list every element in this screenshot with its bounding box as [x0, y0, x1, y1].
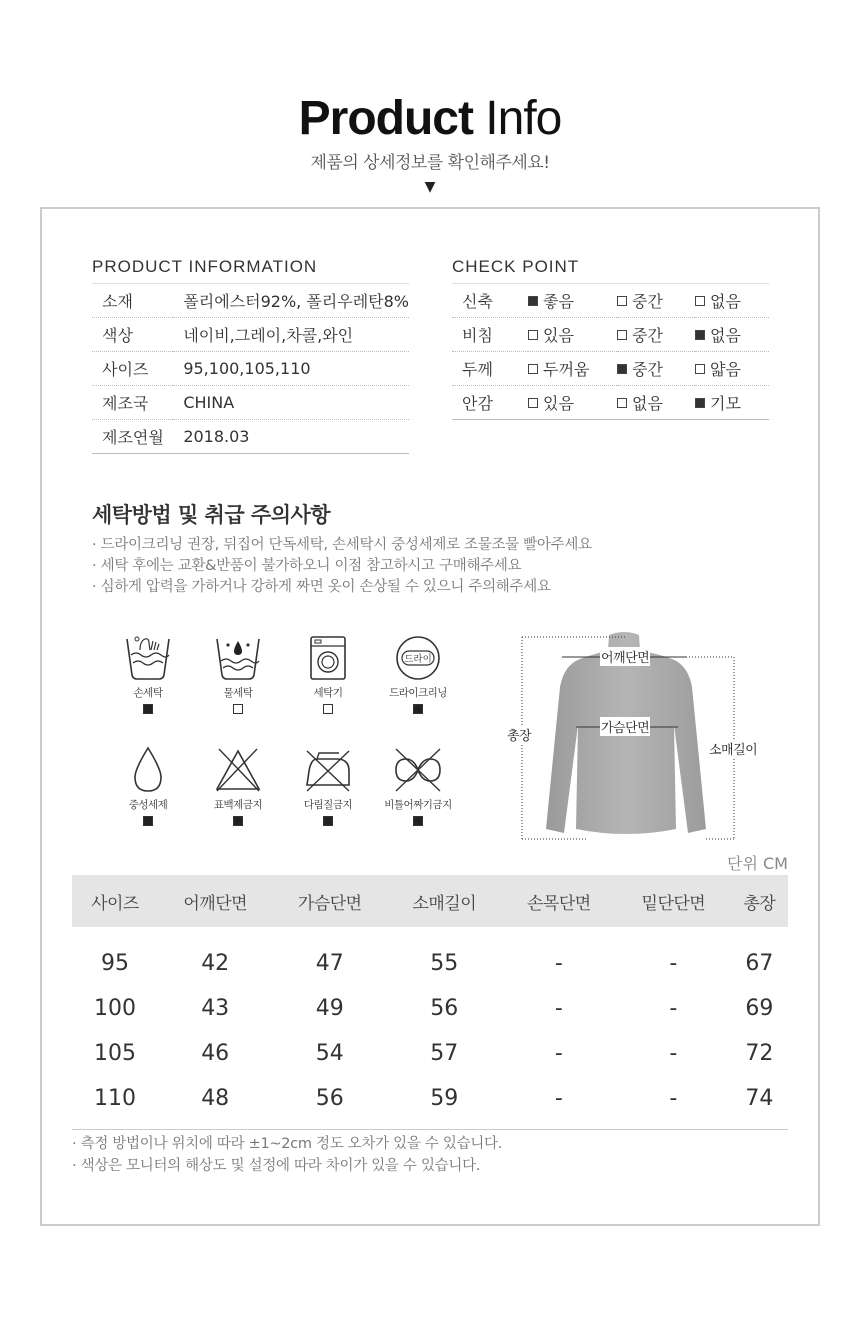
- table-cell: 49: [315, 996, 344, 1021]
- table-row: [72, 927, 788, 986]
- check-label: 안감: [452, 386, 528, 420]
- info-label: 소재: [92, 284, 173, 318]
- product-info-table: [92, 283, 409, 454]
- table-cell: 56: [272, 1076, 387, 1129]
- check-option: [617, 352, 695, 386]
- column-header: 어깨단면: [158, 875, 273, 927]
- table-cell: -: [502, 1076, 617, 1129]
- table-row: [452, 318, 769, 352]
- column-header: 총장: [731, 875, 788, 927]
- care-item-neutral-detergent: [103, 745, 193, 826]
- unchecked-box-icon: [617, 398, 627, 408]
- info-value: 2018.03: [173, 420, 409, 454]
- title-light: Info: [472, 92, 562, 145]
- measurement-diagram: [506, 629, 796, 849]
- icon-label: 비틀어짜기금지: [384, 799, 452, 811]
- table-cell: 72: [745, 1041, 774, 1066]
- table-row: [452, 284, 769, 318]
- icon-label: 다림질금지: [303, 799, 353, 811]
- option-label: 없음: [632, 394, 663, 413]
- checked-box-icon: [695, 330, 705, 340]
- check-option: [528, 352, 617, 386]
- table-cell: 48: [158, 1076, 273, 1129]
- care-item-dry-clean: [373, 633, 463, 714]
- check-option: [528, 318, 617, 352]
- dry-badge-text: 드라이: [404, 654, 432, 665]
- no-iron-icon: [303, 745, 353, 795]
- table-cell: 57: [430, 1041, 459, 1066]
- table-cell: 69: [745, 996, 774, 1021]
- table-cell: -: [669, 951, 678, 976]
- care-note: · 드라이크리닝 권장, 뒤집어 단독세탁, 손세탁시 중성세제로 조물조물 빨아주세요: [92, 537, 592, 553]
- table-cell: 43: [201, 996, 230, 1021]
- info-label: 제조국: [92, 386, 173, 420]
- option-label: 있음: [543, 394, 574, 413]
- option-label: 없음: [710, 292, 741, 311]
- info-panel: [40, 207, 820, 1226]
- option-label: 좋음: [543, 292, 574, 311]
- table-cell: 74: [731, 1076, 788, 1129]
- care-item-washing-machine: [283, 633, 373, 714]
- footer-notes: [72, 1133, 502, 1177]
- icon-label: 물세탁: [223, 687, 253, 699]
- check-mark: [413, 704, 423, 714]
- check-mark: [143, 704, 153, 714]
- table-cell: 55: [430, 951, 459, 976]
- water-wash-icon: [213, 633, 263, 683]
- table-row: [92, 420, 409, 454]
- table-row: [72, 1031, 788, 1076]
- table-cell: 110: [72, 1076, 158, 1129]
- care-note: · 세탁 후에는 교환&반품이 불가하오니 이점 참고하시고 구매해주세요: [92, 558, 522, 574]
- table-cell: -: [554, 996, 563, 1021]
- option-label: 중간: [632, 292, 663, 311]
- shoulder-label: 어깨단면: [600, 647, 650, 666]
- column-header: 소매길이: [387, 875, 502, 927]
- column-header: 사이즈: [72, 875, 158, 927]
- check-option: [617, 386, 695, 420]
- column-header: 밑단단면: [616, 875, 731, 927]
- table-row: [452, 386, 769, 420]
- chest-label: 가슴단면: [600, 717, 650, 736]
- check-option: [528, 284, 617, 318]
- icon-label: 중성세제: [128, 799, 168, 811]
- no-bleach-icon: [213, 745, 263, 795]
- table-cell: -: [554, 1041, 563, 1066]
- checked-box-icon: [695, 398, 705, 408]
- unchecked-box-icon: [617, 296, 627, 306]
- check-label: 신축: [452, 284, 528, 318]
- neutral-detergent-icon: [123, 745, 173, 795]
- info-value: 폴리에스터92%, 폴리우레탄8%: [173, 284, 409, 318]
- check-option: [695, 386, 769, 420]
- table-cell: 67: [745, 951, 774, 976]
- page-subtitle: 제품의 상세정보를 확인해주세요!: [310, 153, 550, 173]
- unchecked-box-icon: [695, 296, 705, 306]
- table-row: [92, 284, 409, 318]
- table-cell: 42: [201, 951, 230, 976]
- product-info-title: PRODUCT INFORMATION: [92, 257, 318, 276]
- care-item-hand-wash: [103, 633, 193, 714]
- table-cell: 54: [315, 1041, 344, 1066]
- info-label: 사이즈: [92, 352, 173, 386]
- option-label: 중간: [632, 326, 663, 345]
- table-cell: 100: [93, 996, 136, 1021]
- check-point-table: [452, 283, 769, 420]
- info-value: CHINA: [173, 386, 409, 420]
- table-cell: -: [669, 996, 678, 1021]
- table-row: [72, 986, 788, 1031]
- title-bold: Product: [298, 92, 473, 145]
- care-notes: [92, 535, 592, 598]
- table-row: [92, 318, 409, 352]
- checked-box-icon: [617, 364, 627, 374]
- unchecked-box-icon: [528, 398, 538, 408]
- check-option: [695, 284, 769, 318]
- option-label: 얇음: [710, 360, 741, 379]
- info-value: 네이비,그레이,차콜,와인: [173, 318, 409, 352]
- table-cell: 56: [430, 996, 459, 1021]
- checked-box-icon: [528, 296, 538, 306]
- care-item-no-wring: [373, 745, 463, 826]
- hand-wash-icon: [123, 633, 173, 683]
- washing-machine-icon: [303, 633, 353, 683]
- table-cell: -: [669, 1041, 678, 1066]
- no-wring-icon: [390, 745, 446, 795]
- table-row: [72, 1076, 788, 1129]
- care-title: 세탁방법 및 취급 주의사항: [92, 503, 331, 527]
- check-option: [617, 318, 695, 352]
- table-cell: 95: [100, 951, 129, 976]
- page-header: [0, 92, 860, 195]
- down-arrow-icon: ▼: [424, 179, 436, 195]
- page-title: [0, 92, 860, 146]
- total-length-label: 총장: [506, 725, 532, 744]
- table-cell: 59: [387, 1076, 502, 1129]
- footer-note: · 색상은 모니터의 해상도 및 설정에 따라 차이가 있을 수 있습니다.: [72, 1158, 481, 1174]
- table-row: [92, 352, 409, 386]
- table-cell: 47: [315, 951, 344, 976]
- column-header: 가슴단면: [272, 875, 387, 927]
- table-row: [452, 352, 769, 386]
- size-table: [72, 875, 788, 1130]
- unchecked-box-icon: [695, 364, 705, 374]
- option-label: 두꺼움: [543, 360, 590, 379]
- check-mark: [323, 704, 333, 714]
- table-cell: 46: [201, 1041, 230, 1066]
- info-label: 제조연월: [92, 420, 173, 454]
- care-item-no-iron: [283, 745, 373, 826]
- check-option: [617, 284, 695, 318]
- check-option: [695, 352, 769, 386]
- option-label: 중간: [632, 360, 663, 379]
- check-point-title: CHECK POINT: [452, 257, 580, 276]
- column-header: 손목단면: [502, 875, 617, 927]
- check-label: 비침: [452, 318, 528, 352]
- table-cell: -: [554, 951, 563, 976]
- icon-label: 세탁기: [313, 687, 343, 699]
- table-cell: -: [616, 1076, 731, 1129]
- check-option: [528, 386, 617, 420]
- care-item-no-bleach: [193, 745, 283, 826]
- info-label: 색상: [92, 318, 173, 352]
- care-note: · 심하게 압력을 가하거나 강하게 짜면 옷이 손상될 수 있으니 주의해주세요: [92, 579, 551, 595]
- info-value: 95,100,105,110: [173, 352, 409, 386]
- care-item-water-wash: [193, 633, 283, 714]
- footer-note: · 측정 방법이나 위치에 따라 ±1~2cm 정도 오차가 있을 수 있습니다.: [72, 1136, 503, 1152]
- unchecked-box-icon: [617, 330, 627, 340]
- dry-clean-icon: [393, 633, 443, 683]
- table-row: [92, 386, 409, 420]
- icon-label: 손세탁: [133, 687, 163, 699]
- size-table-header: [72, 875, 788, 927]
- option-label: 기모: [710, 394, 741, 413]
- unit-label: 단위 CM: [727, 854, 788, 873]
- table-cell: 105: [93, 1041, 136, 1066]
- icon-label: 표백제금지: [213, 799, 263, 811]
- icon-label: 드라이크리닝: [389, 687, 447, 699]
- unchecked-box-icon: [528, 330, 538, 340]
- sleeve-length-label: 소매길이: [708, 739, 758, 758]
- unchecked-box-icon: [528, 364, 538, 374]
- check-mark: [233, 704, 243, 714]
- check-mark: [323, 816, 333, 826]
- option-label: 없음: [710, 326, 741, 345]
- check-mark: [143, 816, 153, 826]
- check-label: 두께: [452, 352, 528, 386]
- check-option: [695, 318, 769, 352]
- option-label: 있음: [543, 326, 574, 345]
- check-mark: [413, 816, 423, 826]
- check-mark: [233, 816, 243, 826]
